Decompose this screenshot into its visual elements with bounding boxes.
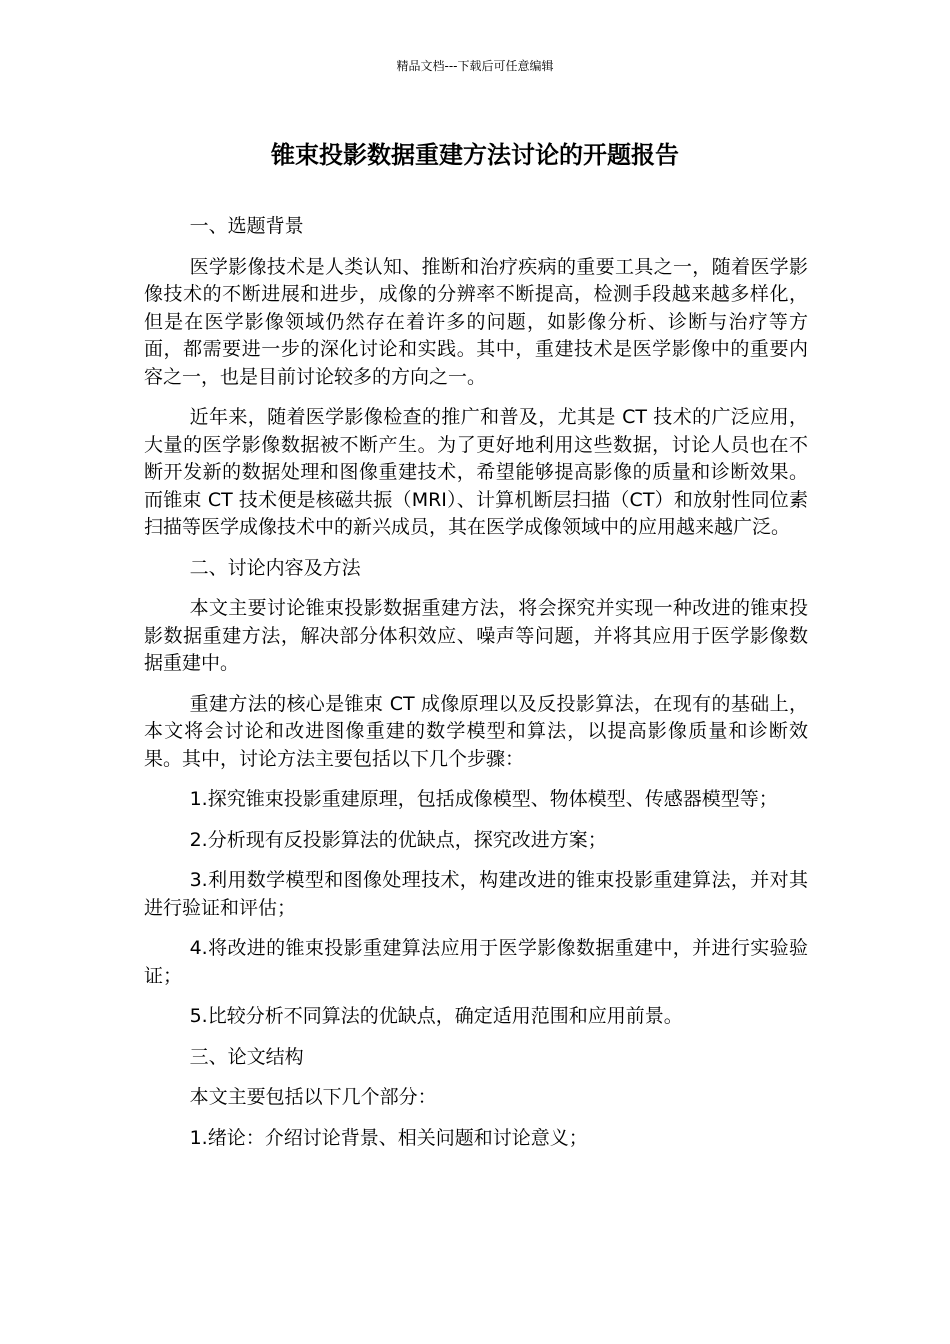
section-heading-background: 一、选题背景 [189,215,304,237]
paragraph: 医学影像技术是人类认知、推断和治疗疾病的重要工具之一，随着医学影像技术的不断进展和进步，成像的分辨率不断提高，检测手段越来越多样化，但是在医学影像领域仍然存在着许多的问题，如影像分析、诊断与治疗等方面，都需要进一步的深化讨论和实践。其中，重建技术是医学影像中的重要内容之一，也是目前讨论较多的方向之一。 [144,255,808,388]
step-item: 3.利用数学模型和图像处理技术，构建改进的锥束投影重建算法，并对其进行验证和评估； [144,869,808,919]
step-item: 2.分析现有反投影算法的优缺点，探究改进方案； [189,828,607,851]
step-item: 5.比较分析不同算法的优缺点，确定适用范围和应用前景。 [189,1005,683,1027]
header-note: 精品文档---下载后可任意编辑 [396,59,554,73]
section-heading-content-methods: 二、讨论内容及方法 [189,556,361,579]
paragraph: 本文主要讨论锥束投影数据重建方法，将会探究并实现一种改进的锥束投影数据重建方法，解决部分体积效应、噪声等问题，并将其应用于医学影像数据重建中。 [144,597,808,674]
step-item: 1.探究锥束投影重建原理，包括成像模型、物体模型、传感器模型等； [189,788,778,810]
paragraph: 重建方法的核心是锥束 CT 成像原理以及反投影算法，在现有的基础上，本文将会讨论和改进图像重建的数学模型和算法，以提高影像质量和诊断效果。其中，讨论方法主要包括以下几个步骤： [144,692,808,770]
document-title: 锥束投影数据重建方法讨论的开题报告 [271,141,679,169]
section-heading-structure: 三、论文结构 [189,1045,304,1068]
paragraph: 本文主要包括以下几个部分： [189,1086,437,1108]
structure-item: 1.绪论：介绍讨论背景、相关问题和讨论意义； [189,1126,588,1149]
document-body [144,213,808,1165]
step-item: 4.将改进的锥束投影重建算法应用于医学影像数据重建中，并进行实验验证； [144,937,808,987]
paragraph: 近年来，随着医学影像检查的推广和普及，尤其是 CT 技术的广泛应用，大量的医学影像数据被不断产生。为了更好地利用这些数据，讨论人员也在不断开发新的数据处理和图像重建技术，希望能够提高影像的质量和诊断效果。而锥束 CT 技术便是核磁共振（MRI）、计算机断层扫描（CT）和放射性同位素扫描等医学成像技术中的新兴成员，其在医学成像领域中的应用越来越广泛。 [144,406,808,538]
